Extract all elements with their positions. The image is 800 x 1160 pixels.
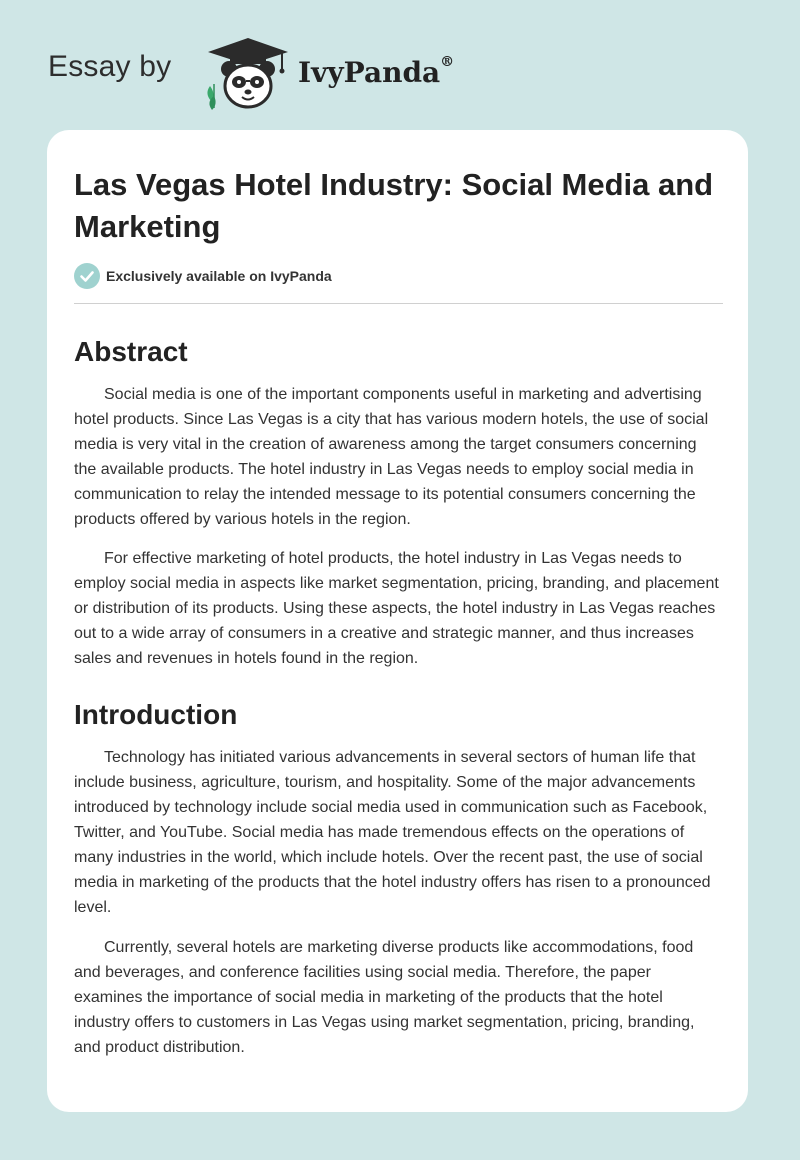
section-introduction — [74, 685, 723, 1060]
exclusive-badge-text: Exclusively available on IvyPanda — [106, 268, 332, 284]
section-abstract — [74, 322, 723, 671]
section-heading: Abstract — [74, 336, 188, 367]
paragraph: Technology has initiated various advancements in several sectors of human life that include business, agriculture, tourism, and hospitality. Some of the major advancements introduced by technology include social media used in communication such as Facebook, Twitter, and YouTube. Social media has made tremendous effects on the operations of many industries in the world, which include hotels. Over the recent past, the use of social media in marketing of the products that the hotel industry offers has risen to a pronounced level. — [74, 749, 711, 916]
paragraph: Currently, several hotels are marketing diverse products like accommodations, food and beverages, and conference facilities using social media. Therefore, the paper examines the importance of social media in marketing of the products that the hotel industry offers to customers in Las Vegas using market segmentation, pricing, branding, and product distribution. — [74, 939, 695, 1056]
site-header — [48, 36, 548, 110]
panda-graduate-logo-icon[interactable] — [202, 36, 294, 110]
essay-by-label: Essay by — [48, 50, 172, 83]
registered-mark: ® — [440, 54, 455, 70]
title-divider — [74, 303, 723, 304]
exclusive-badge — [74, 263, 332, 289]
check-circle-icon — [74, 263, 100, 289]
essay-card — [47, 130, 748, 1112]
page-title: Las Vegas Hotel Industry: Social Media and Marketing — [74, 167, 714, 244]
paragraph: For effective marketing of hotel products, the hotel industry in Las Vegas needs to employ social media in aspects like market segmentation, pricing, branding, and placement or distribution of its products. Using these aspects, the hotel industry in Las Vegas reaches out to a wide array of consumers in a creative and strategic manner, and thus increases sales and revenues in hotels found in the region. — [74, 550, 719, 667]
brand-name[interactable]: IvyPanda® — [298, 54, 455, 89]
section-heading: Introduction — [74, 699, 238, 730]
paragraph: Social media is one of the important components useful in marketing and advertising hotel products. Since Las Vegas is a city that has various modern hotels, the use of social media is very vital in the creation of awareness among the target consumers concerning the available products. The hotel industry in Las Vegas needs to employ social media in communication to relay the intended message to its potential consumers concerning the products offered by various hotels in the region. — [74, 386, 709, 528]
essay-content — [74, 322, 723, 1075]
